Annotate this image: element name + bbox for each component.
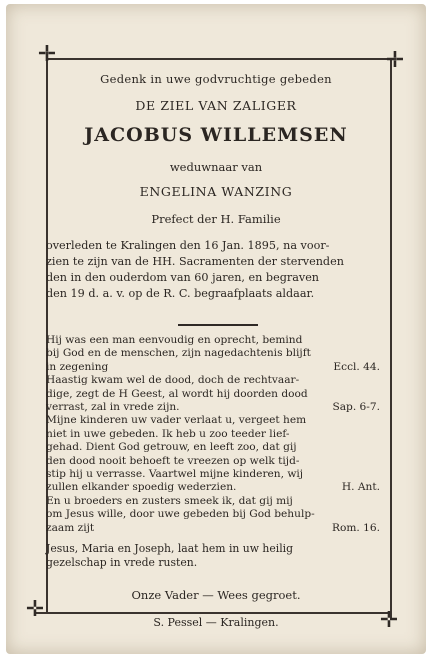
verse-line: zullen elkander spoedig wederzien. H. Ant.	[46, 481, 386, 494]
cross-ornament-icon: ✛	[379, 608, 399, 633]
wife-name: ENGELINA WANZING	[139, 184, 293, 199]
scripture-reference: Rom. 16.	[332, 521, 380, 534]
divider-rule	[178, 324, 258, 326]
frame-top-line	[48, 58, 396, 60]
closing-prayer	[46, 542, 386, 570]
verse-line: om Jesus wille, door uwe gebeden bij God behulp-	[46, 508, 315, 521]
verse-line: Hij was een man eenvoudig en oprecht, bemind	[46, 334, 303, 346]
closing-line: Jesus, Maria en Joseph, laat hem in uw heilig	[46, 542, 294, 555]
verse-line: Mijne kinderen uw vader verlaat u, vergeet hem	[46, 414, 307, 427]
widower-line: weduwnaar van	[169, 160, 263, 174]
cross-ornament-icon: ✛	[25, 597, 45, 622]
verses-block	[46, 334, 386, 535]
prayer-line: Onze Vader — Wees gegroet.	[131, 588, 301, 602]
death-notice	[46, 238, 386, 302]
deceased-name: JACOBUS WILLEMSEN	[84, 124, 348, 146]
death-notice-line: zien te zijn van de HH. Sacramenten der stervenden	[46, 255, 344, 268]
scripture-reference: H. Ant.	[341, 481, 380, 494]
frame-right-line	[390, 60, 392, 620]
death-notice-line: overleden te Kralingen den 16 Jan. 1895, na voor-	[46, 239, 330, 252]
verse-line: gehad. Dient God getrouw, en leeft zoo, dat gij	[46, 441, 297, 454]
death-notice-line: den in den ouderdom van 60 jaren, en begraven	[46, 271, 320, 284]
scripture-reference: Eccl. 44.	[333, 360, 380, 373]
verse-line: niet in uwe gebeden. Ik heb u zoo teeder lief-	[46, 427, 290, 440]
invocation-line: Gedenk in uwe godvruchtige gebeden	[100, 72, 332, 86]
frame-bottom-line	[36, 612, 388, 614]
soul-line: DE ZIEL VAN ZALIGER	[135, 98, 297, 113]
verse-line: stip hij u verrasse. Vaartwel mijne kinderen, wij	[46, 468, 304, 481]
cross-ornament-icon: ✛	[37, 42, 57, 67]
verse-line: dige, zegt de H Geest, al wordt hij doorden dood	[46, 387, 308, 400]
closing-line: gezelschap in vrede rusten.	[46, 555, 198, 569]
verse-line: Haastig kwam wel de dood, doch de rechtvaar-	[46, 374, 300, 387]
cross-ornament-icon: ✛	[385, 48, 405, 73]
verse-line: zaam zijt Rom. 16.	[46, 522, 386, 535]
role-line: Prefect der H. Familie	[151, 212, 281, 226]
verse-line: verrast, zal in vrede zijn. Sap. 6-7.	[46, 401, 386, 414]
verse-line: in zegening Eccl. 44.	[46, 361, 386, 374]
printer-credit: S. Pessel — Kralingen.	[153, 616, 279, 629]
death-notice-line: den 19 d. a. v. op de R. C. begraafplaats aldaar.	[46, 287, 315, 300]
verse-line: bij God en de menschen, zijn nagedachtenis blijft	[46, 347, 311, 360]
verse-line: En u broeders en zusters smeek ik, dat gij mij	[46, 494, 293, 507]
verse-line: den dood nooit behoeft te vreezen op welk tijd-	[46, 454, 300, 467]
scripture-reference: Sap. 6-7.	[332, 401, 380, 414]
